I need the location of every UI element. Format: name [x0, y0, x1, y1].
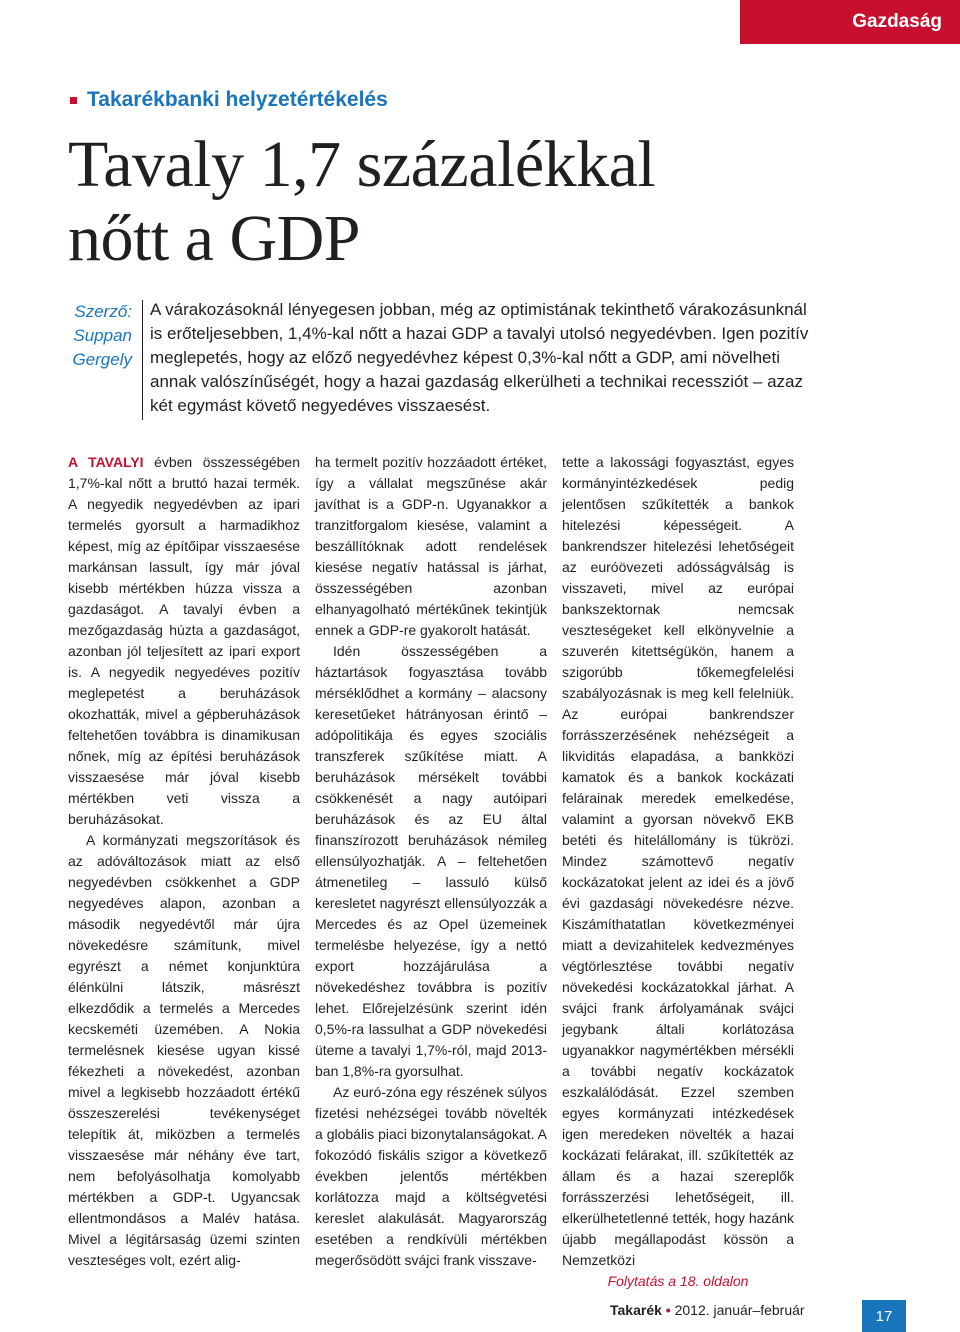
headline-line-2: nőtt a GDP	[68, 202, 360, 275]
article-column-3	[562, 452, 794, 1292]
author-first-name: Suppan	[73, 326, 132, 345]
headline	[68, 128, 768, 276]
article-column-2	[315, 452, 547, 1271]
lead-divider	[142, 300, 143, 420]
column-3-paragraph-1: tette a lakossági fogyasztást, egyes kormányintézkedések pedig jelentősen szűkítették a bankok hitelezési képességeit. A bankrendszer hitelezési lehetőségeit az euróövezeti adósságválság is visszaveti, mivel az európai bankszektornak nemcsak veszteségeket kell elkönyvelnie a szuverén kitettségükön, hanem a szigorúbb tőkemegfelelési szabályozásnak is meg kell felelniük. Az európai bankrendszer forrásszerzésének nehézségeit a likviditás elapadása, a bankközi kamatok és a bankok kockázati felárainak meredek emelkedése, valamint a gyorsan növekvő EKB betéti és hitelállomány is tükrözi. Mindez számottevő negatív kockázatokat jelent az idei és a jövő évi gazdasági növekedésre nézve. Kiszámíthatatlan következményei miatt a devizahitelek kedvezményes végtörlesztése további negatív növekedési kockázatokkal járhat. A svájci frank árfolyamának svájci jegybank általi korlátozása ugyanakkor nagymértékben mérsékli a további negatív kockázatok eszkalálódását. Ezzel szemben egyes kormányzati intézkedések igen meredeken növelték a hazai kockázati felárakat, ill. szűkítették az állam és a hazai szereplők forrásszerzési lehetőségeit, ill. elkerülhetetlenné tették, hogy hazánk újabb megállapodást kössön a Nemzetközi	[562, 454, 794, 1268]
column-2-paragraph-3: Az euró-zóna egy részének súlyos fizetési nehézségei tovább növelték a globális piaci bizonytalanságokat. A fokozódó fiskális szigor a következő években jelentős mértékben korlátozza majd a költségvetési kereslet alakulását. Magyarország esetében a rendkívüli mértékben megerősödött svájci frank visszave-	[315, 1084, 547, 1268]
footer	[610, 1302, 805, 1318]
footer-brand: Takarék	[610, 1302, 662, 1318]
kicker	[70, 88, 388, 112]
section-tab	[740, 0, 960, 44]
column-2-paragraph-2: Idén összességében a háztartások fogyasztása tovább mérséklődhet a kormány – alacsony keresetűeket hátrányosan érintő – adópolitikája és egyes szociális transzferek szűkítése miatt. A beruházások mérsékelt további csökkenését a nagy autóipari beruházások és az EU által finanszírozott beruházások némileg ellensúlyozhatják. A – feltehetően átmenetileg – lassuló külső keresletet nagyrészt ellensúlyozzák a Mercedes és az Opel üzemeinek termelésbe helyezése, így a nettó export hozzájárulása a növekedéshez továbbra is pozitív lehet. Előrejelzésünk szerint idén 0,5%-ra lassulhat a GDP növekedési üteme a tavalyi 1,7%-ról, majd 2013-ban 1,8%-ra gyorsulhat.	[315, 643, 547, 1079]
lead-paragraph: A várakozásoknál lényegesen jobban, még az optimistának tekinthető várakozásunknál is erőteljesebben, 1,4%-kal nőtt a hazai GDP a tavalyi utolsó negyedévben. Igen pozitív meglepetés, hogy az előző negyedévhez képest 0,3%-kal nőtt a GDP, ami növelheti annak valószínűségét, hogy a hazai gazdaság elkerülheti a technikai recessziót – azaz két egymást követő negyedéves visszaesést.	[150, 300, 809, 415]
continued-link[interactable]: Folytatás a 18. oldalon	[607, 1273, 749, 1289]
author-byline	[50, 300, 132, 372]
column-1-paragraph-2: A kormányzati megszorítások és az adóváltozások miatt az első negyedévben csökkenhet a GDP negyedéves alapon, azonban a második negyedévtől már újra növekedésre számítunk, mivel egyrészt a német konjunktúra élénkülni látszik, másrészt elkezdődik a termelés a Mercedes kecskeméti üzemében. A Nokia termelésnek kiesése ugyan kissé fékezheti a növekedést, azonban mivel a legkisebb hozzáadott értékű összeszerelési tevékenységet telepítik át, miközben a termelés visszaesése már néhány éve tart, nem befolyásolhatja komolyabb mértékben a GDP-t. Ugyancsak ellentmondásos a Malév hatása. Mivel a légitársaság üzemi szinten veszteséges volt, ezért alig-	[68, 832, 300, 1268]
footer-bullet: •	[665, 1302, 671, 1318]
lead-in: A TAVALYI	[68, 454, 144, 470]
article-column-1	[68, 452, 300, 1271]
kicker-square-icon	[70, 97, 77, 104]
author-label: Szerző:	[74, 302, 132, 321]
author-last-name: Gergely	[72, 350, 132, 369]
page-number: 17	[862, 1300, 906, 1332]
column-1-paragraph-1-text: évben összességében 1,7%-kal nőtt a bruttó hazai termék. A negyedik negyedévben az ipari termelés gyorsult a harmadikhoz képest, míg az építőipar visszaesése markánsan lassult, így már jóval kisebb mértékben húzza vissza a gazdaságot. A tavalyi évben a mezőgazdaság húzta a gazdaságot, azonban jól teljesített az ipari export is. A negyedik negyedéves pozitív meglepetést a beruházások okozhatták, mivel a gépberuházások feltehetően továbbra is dinamikusan nőnek, míg az építési beruházások visszaesése már jóval kisebb mértékben veti vissza a beruházásokat.	[68, 454, 300, 827]
column-1-paragraph-1	[68, 452, 300, 830]
footer-issue: 2012. január–február	[674, 1302, 805, 1318]
section-label: Gazdaság	[852, 11, 942, 32]
column-2-paragraph-1: ha termelt pozitív hozzáadott értéket, így a vállalat megszűnése akár javíthat is a GDP-n. Ugyanakkor a tranzitforgalom kiesése, valamint a beszállítóknak adott rendelések kiesése negatív hatással is járhat, összességében azonban elhanyagolható mértékűnek tekintjük ennek a GDP-re gyakorolt hatását.	[315, 454, 547, 638]
headline-line-1: Tavaly 1,7 százalékkal	[68, 128, 656, 201]
kicker-text: Takarékbanki helyzetértékelés	[87, 88, 388, 111]
